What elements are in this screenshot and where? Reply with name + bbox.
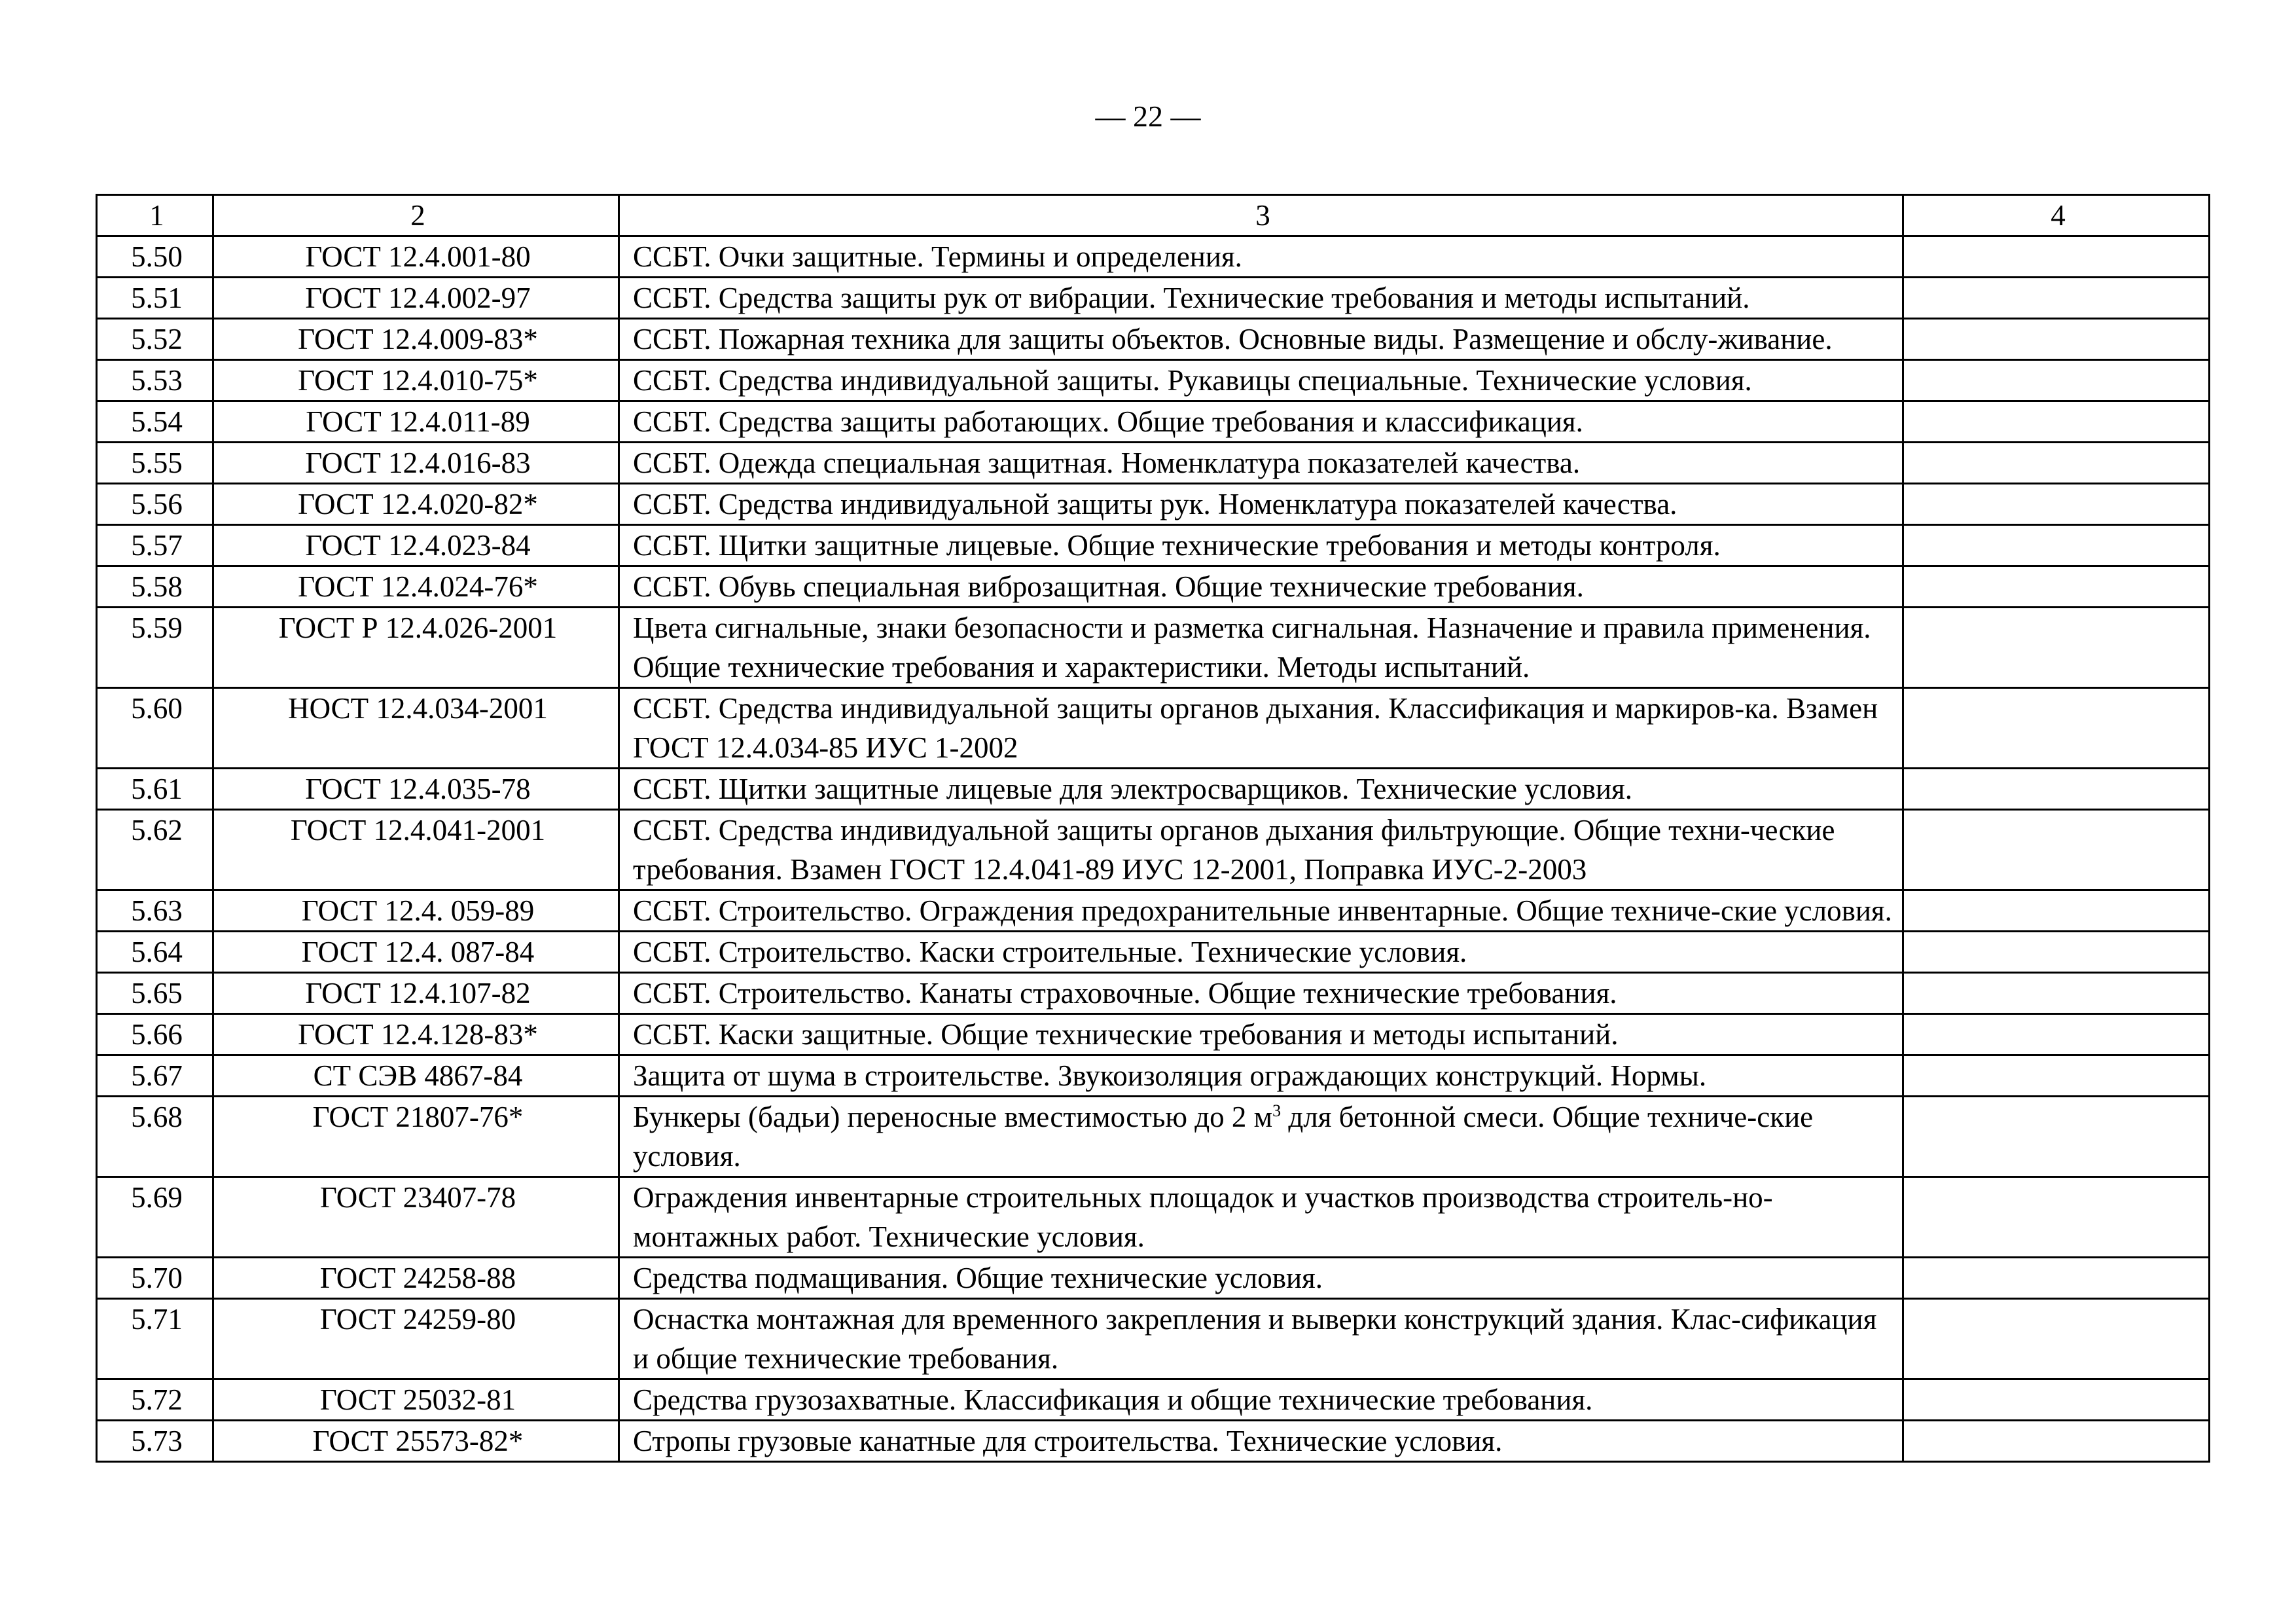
note-cell [1903, 401, 2210, 443]
page-number: — 22 — [1095, 100, 1201, 133]
table-row [97, 1299, 2210, 1379]
standard-code: ГОСТ 23407-78 [213, 1177, 619, 1258]
standard-title: ССБТ. Средства защиты рук от вибрации. Технические требования и методы испытаний. [619, 278, 1903, 319]
standard-title: Средства грузозахватные. Классификация и общие технические требования. [619, 1379, 1903, 1421]
standard-code: ГОСТ 12.4.002-97 [213, 278, 619, 319]
standard-title: ССБТ. Каски защитные. Общие технические требования и методы испытаний. [619, 1014, 1903, 1055]
standard-code: ГОСТ 12.4.009-83* [213, 319, 619, 360]
standard-title: ССБТ. Средства индивидуальной защиты органов дыхания фильтрующие. Общие техни-ческие требования. Взамен ГОСТ 12.4.041-89 ИУС 12-2001, Поправка ИУС-2-2003 [619, 810, 1903, 890]
row-number: 5.67 [97, 1055, 213, 1097]
row-number: 5.57 [97, 525, 213, 566]
note-cell [1903, 1421, 2210, 1462]
standard-title: Стропы грузовые канатные для строительства. Технические условия. [619, 1421, 1903, 1462]
note-cell [1903, 1014, 2210, 1055]
row-number: 5.62 [97, 810, 213, 890]
table-row [97, 443, 2210, 484]
row-number: 5.58 [97, 566, 213, 608]
row-number: 5.52 [97, 319, 213, 360]
row-number: 5.53 [97, 360, 213, 401]
table-row [97, 1258, 2210, 1299]
table-row [97, 810, 2210, 890]
row-number: 5.55 [97, 443, 213, 484]
note-cell [1903, 608, 2210, 688]
header-col-1: 1 [97, 195, 213, 236]
table-row [97, 1177, 2210, 1258]
standard-code: ГОСТ 12.4. 059-89 [213, 890, 619, 932]
standards-table [96, 194, 2210, 1463]
table-row [97, 1055, 2210, 1097]
standard-title: ССБТ. Обувь специальная виброзащитная. Общие технические требования. [619, 566, 1903, 608]
standard-title: ССБТ. Пожарная техника для защиты объектов. Основные виды. Размещение и обслу-живание. [619, 319, 1903, 360]
standard-title: ССБТ. Щитки защитные лицевые. Общие технические требования и методы контроля. [619, 525, 1903, 566]
note-cell [1903, 1055, 2210, 1097]
standard-title: ССБТ. Средства индивидуальной защиты органов дыхания. Классификация и маркиров-ка. Взамен ГОСТ 12.4.034-85 ИУС 1-2002 [619, 688, 1903, 769]
row-number: 5.66 [97, 1014, 213, 1055]
standard-title: ССБТ. Строительство. Каски строительные. Технические условия. [619, 932, 1903, 973]
row-number: 5.51 [97, 278, 213, 319]
row-number: 5.73 [97, 1421, 213, 1462]
standard-code: НОСТ 12.4.034-2001 [213, 688, 619, 769]
standard-code: ГОСТ 24259-80 [213, 1299, 619, 1379]
standard-code: ГОСТ 12.4.107-82 [213, 973, 619, 1014]
note-cell [1903, 1379, 2210, 1421]
table-header-row [97, 195, 2210, 236]
row-number: 5.65 [97, 973, 213, 1014]
note-cell [1903, 1299, 2210, 1379]
standard-title: ССБТ. Строительство. Канаты страховочные. Общие технические требования. [619, 973, 1903, 1014]
table-row [97, 484, 2210, 525]
row-number: 5.69 [97, 1177, 213, 1258]
table-row [97, 360, 2210, 401]
row-number: 5.50 [97, 236, 213, 278]
row-number: 5.71 [97, 1299, 213, 1379]
standard-title-part: Бункеры (бадьи) переносные вместимостью до 2 м [633, 1101, 1273, 1133]
superscript-exponent: 3 [1272, 1101, 1282, 1120]
standard-code: ГОСТ 12.4.001-80 [213, 236, 619, 278]
standard-title: ССБТ. Щитки защитные лицевые для электросварщиков. Технические условия. [619, 769, 1903, 810]
row-number: 5.61 [97, 769, 213, 810]
table-row [97, 401, 2210, 443]
note-cell [1903, 278, 2210, 319]
standard-code: ГОСТ 24258-88 [213, 1258, 619, 1299]
standard-title-part: для бетонной смеси. Общие техниче-ские условия. [633, 1101, 1814, 1173]
standard-code: ГОСТ 12.4.020-82* [213, 484, 619, 525]
row-number: 5.64 [97, 932, 213, 973]
standard-title: ССБТ. Одежда специальная защитная. Номенклатура показателей качества. [619, 443, 1903, 484]
table-row [97, 608, 2210, 688]
table-row [97, 932, 2210, 973]
note-cell [1903, 1177, 2210, 1258]
standard-title: Ограждения инвентарные строительных площадок и участков производства строитель-но-монтажных работ. Технические условия. [619, 1177, 1903, 1258]
table-row [97, 1014, 2210, 1055]
standard-code: ГОСТ 12.4.011-89 [213, 401, 619, 443]
table-row [97, 319, 2210, 360]
standard-title: ССБТ. Очки защитные. Термины и определения. [619, 236, 1903, 278]
standard-title: Защита от шума в строительстве. Звукоизоляция ограждающих конструкций. Нормы. [619, 1055, 1903, 1097]
standard-title: Цвета сигнальные, знаки безопасности и разметка сигнальная. Назначение и правила применения. Общие технические требования и характеристики. Методы испытаний. [619, 608, 1903, 688]
note-cell [1903, 810, 2210, 890]
row-number: 5.59 [97, 608, 213, 688]
standard-code: ГОСТ 12.4.128-83* [213, 1014, 619, 1055]
note-cell [1903, 932, 2210, 973]
note-cell [1903, 360, 2210, 401]
note-cell [1903, 769, 2210, 810]
row-number: 5.60 [97, 688, 213, 769]
table-row [97, 769, 2210, 810]
table-row [97, 688, 2210, 769]
row-number: 5.54 [97, 401, 213, 443]
note-cell [1903, 236, 2210, 278]
table-row [97, 1379, 2210, 1421]
note-cell [1903, 1097, 2210, 1177]
note-cell [1903, 688, 2210, 769]
note-cell [1903, 566, 2210, 608]
table-row [97, 890, 2210, 932]
note-cell [1903, 1258, 2210, 1299]
header-col-2: 2 [213, 195, 619, 236]
note-cell [1903, 525, 2210, 566]
standard-title: ССБТ. Средства индивидуальной защиты. Рукавицы специальные. Технические условия. [619, 360, 1903, 401]
row-number: 5.63 [97, 890, 213, 932]
row-number: 5.72 [97, 1379, 213, 1421]
table-row [97, 566, 2210, 608]
standard-code: ГОСТ 25573-82* [213, 1421, 619, 1462]
standard-code: ГОСТ 25032-81 [213, 1379, 619, 1421]
standard-code: ГОСТ 12.4.023-84 [213, 525, 619, 566]
standard-code: ГОСТ 12.4.041-2001 [213, 810, 619, 890]
note-cell [1903, 484, 2210, 525]
row-number: 5.68 [97, 1097, 213, 1177]
note-cell [1903, 973, 2210, 1014]
standard-title: ССБТ. Строительство. Ограждения предохранительные инвентарные. Общие техниче-ские условия. [619, 890, 1903, 932]
standard-code: ГОСТ 12.4. 087-84 [213, 932, 619, 973]
table-row [97, 278, 2210, 319]
standard-title [619, 1097, 1903, 1177]
standard-title: ССБТ. Средства защиты работающих. Общие требования и классификация. [619, 401, 1903, 443]
table-row [97, 236, 2210, 278]
standard-code: ГОСТ 12.4.024-76* [213, 566, 619, 608]
standard-code: ГОСТ Р 12.4.026-2001 [213, 608, 619, 688]
table-row [97, 525, 2210, 566]
row-number: 5.70 [97, 1258, 213, 1299]
standard-code: СТ СЭВ 4867-84 [213, 1055, 619, 1097]
table-row [97, 1421, 2210, 1462]
standard-code: ГОСТ 12.4.010-75* [213, 360, 619, 401]
standard-title: Оснастка монтажная для временного закрепления и выверки конструкций здания. Клас-сификация и общие технические требования. [619, 1299, 1903, 1379]
table-row [97, 1097, 2210, 1177]
header-col-3: 3 [619, 195, 1903, 236]
table-row [97, 973, 2210, 1014]
note-cell [1903, 443, 2210, 484]
standard-code: ГОСТ 12.4.016-83 [213, 443, 619, 484]
header-col-4: 4 [1903, 195, 2210, 236]
row-number: 5.56 [97, 484, 213, 525]
standard-title: ССБТ. Средства индивидуальной защиты рук. Номенклатура показателей качества. [619, 484, 1903, 525]
standard-title: Средства подмащивания. Общие технические условия. [619, 1258, 1903, 1299]
standard-code: ГОСТ 12.4.035-78 [213, 769, 619, 810]
note-cell [1903, 319, 2210, 360]
note-cell [1903, 890, 2210, 932]
standard-code: ГОСТ 21807-76* [213, 1097, 619, 1177]
